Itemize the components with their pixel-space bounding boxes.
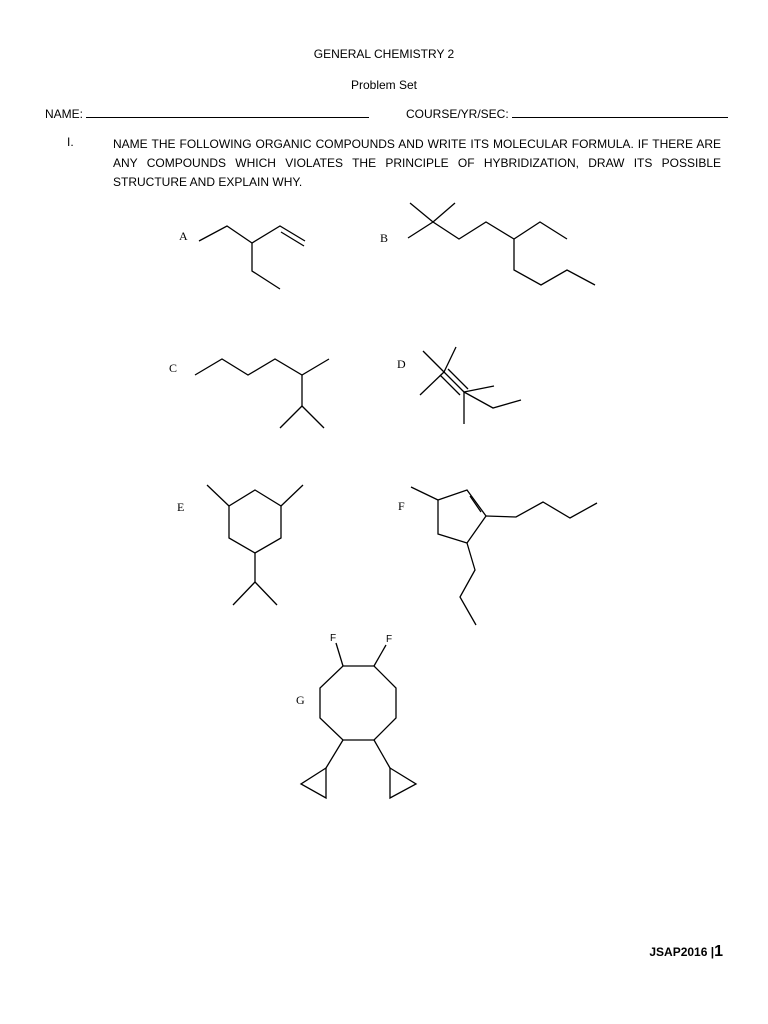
course-label: COURSE/YR/SEC: xyxy=(406,107,509,121)
structure-g-label: G xyxy=(296,693,305,707)
structure-b xyxy=(380,203,595,285)
structure-g-ring xyxy=(320,666,396,740)
structure-d-label: D xyxy=(397,357,406,371)
structure-g-cyclopropyl-bond-2 xyxy=(374,740,390,768)
structure-f xyxy=(398,487,597,625)
structure-c-chain xyxy=(195,359,329,375)
structure-g-fluorine-bond-1 xyxy=(336,643,343,666)
structure-c-isopropyl-2 xyxy=(302,406,324,428)
section-number: I. xyxy=(67,135,74,149)
structure-e xyxy=(177,485,303,605)
structure-a-chain xyxy=(199,226,305,243)
structure-f-butyl xyxy=(486,502,597,518)
structure-f-methyl xyxy=(411,487,438,500)
structure-d-ethyl xyxy=(464,392,521,408)
footer-code: JSAP2016 xyxy=(649,945,708,959)
structure-g-fluorine-atom-2: F xyxy=(386,634,393,645)
section-instructions: NAME THE FOLLOWING ORGANIC COMPOUNDS AND WRITE ITS MOLECULAR FORMULA. IF THERE ARE ANY COMPOUNDS WHICH VIOLATES THE PRINCIPLE OF HYBRIDIZATION, DRAW ITS POSSIBLE STRUCTURE AND EXPLAIN WHY. xyxy=(113,137,721,189)
structure-g-cyclopropyl-2 xyxy=(390,768,416,798)
structure-a-label: A xyxy=(179,229,188,243)
structure-b-methyl-2 xyxy=(433,203,455,222)
structure-b-methyl-1 xyxy=(410,203,433,222)
structure-b-branch xyxy=(514,239,595,285)
structure-d xyxy=(397,347,521,424)
structure-g xyxy=(296,633,416,798)
structure-c-label: C xyxy=(169,361,178,375)
document-subtitle: Problem Set xyxy=(350,78,418,92)
structure-a-branch xyxy=(252,243,280,289)
structure-d-methyl-2 xyxy=(444,347,456,372)
structure-e-isopropyl-2 xyxy=(255,582,277,605)
structure-f-label: F xyxy=(398,499,405,513)
structure-d-branch-1 xyxy=(464,386,494,392)
page-number: 1 xyxy=(714,943,723,960)
structure-c xyxy=(169,359,329,428)
structure-g-fluorine-bond-2 xyxy=(374,645,386,666)
structure-e-methyl-1 xyxy=(207,485,229,506)
structure-e-isopropyl-1 xyxy=(233,582,255,605)
structure-g-cyclopropyl-bond-1 xyxy=(326,740,343,768)
footer-separator: | xyxy=(710,945,715,959)
structure-f-ring xyxy=(438,490,486,543)
structure-f-propyl xyxy=(460,543,476,625)
structure-e-ring xyxy=(229,490,281,553)
structure-g-cyclopropyl-1 xyxy=(301,768,326,798)
name-label: NAME: xyxy=(45,107,84,121)
structure-c-isopropyl-1 xyxy=(280,406,302,428)
structure-f-double-bond xyxy=(470,496,481,512)
structure-b-chain xyxy=(408,222,567,239)
page-footer xyxy=(649,943,723,961)
structure-g-fluorine-atom-1: F xyxy=(330,633,337,644)
structure-d-methyl-1 xyxy=(423,351,444,372)
structure-e-label: E xyxy=(177,500,185,514)
structure-a xyxy=(179,226,305,289)
structure-e-methyl-2 xyxy=(281,485,303,506)
document-title: GENERAL CHEMISTRY 2 xyxy=(313,47,455,61)
structure-b-label: B xyxy=(380,231,389,245)
